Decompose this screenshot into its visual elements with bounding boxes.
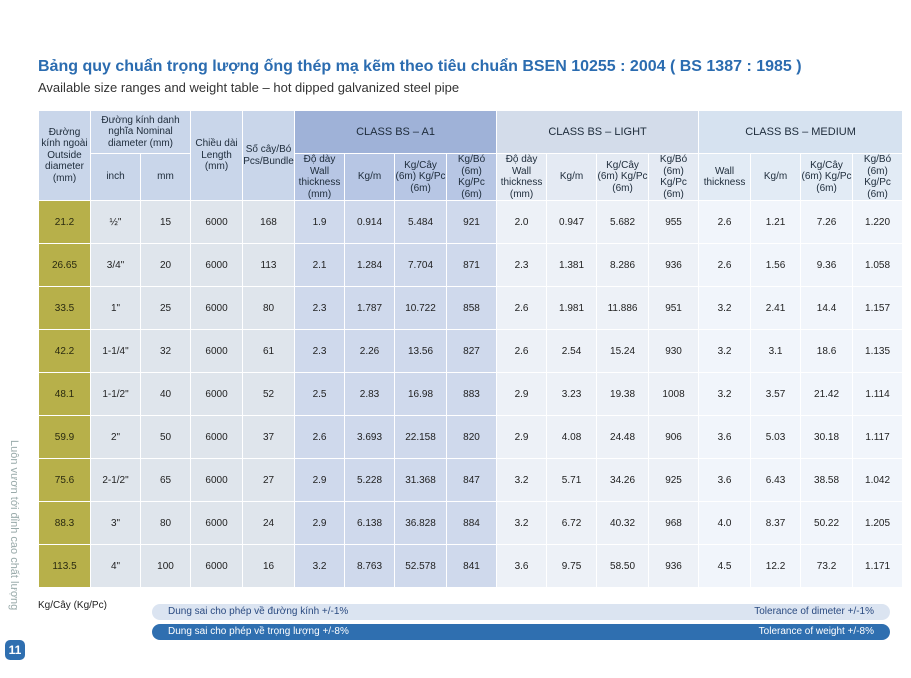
table-cell: 7.704	[395, 244, 447, 287]
table-cell: 21.2	[39, 201, 91, 244]
table-cell: 6000	[191, 330, 243, 373]
table-row	[39, 287, 903, 330]
table-cell: 20	[141, 244, 191, 287]
table-cell: 1.787	[345, 287, 395, 330]
table-cell: 3.6	[699, 459, 751, 502]
table-cell: 5.228	[345, 459, 395, 502]
table-cell: 15	[141, 201, 191, 244]
header-medium-wall: Wall thickness	[699, 154, 751, 201]
table-cell: 40.32	[597, 502, 649, 545]
header-medium-kgpc: Kg/Cây (6m) Kg/Pc (6m)	[801, 154, 853, 201]
table-cell: 6000	[191, 201, 243, 244]
table-cell: 1.042	[853, 459, 903, 502]
table-cell: 52	[243, 373, 295, 416]
table-cell: 36.828	[395, 502, 447, 545]
table-cell: 827	[447, 330, 497, 373]
table-cell: 61	[243, 330, 295, 373]
table-cell: 4"	[91, 545, 141, 588]
table-cell: 16.98	[395, 373, 447, 416]
table-cell: 3.6	[699, 416, 751, 459]
header-light-wall: Độ dày Wall thickness (mm)	[497, 154, 547, 201]
table-cell: 936	[649, 244, 699, 287]
table-cell: 1.381	[547, 244, 597, 287]
header-length: Chiều dài Length (mm)	[191, 111, 243, 201]
table-cell: 6000	[191, 416, 243, 459]
table-cell: 1.9	[295, 201, 345, 244]
table-cell: 4.0	[699, 502, 751, 545]
table-cell: 16	[243, 545, 295, 588]
table-cell: 2.3	[295, 287, 345, 330]
side-slogan: Luôn vươn tới đỉnh cao chất lượng	[8, 440, 20, 611]
table-cell: 921	[447, 201, 497, 244]
table-cell: 906	[649, 416, 699, 459]
table-cell: 100	[141, 545, 191, 588]
header-class-medium: CLASS BS – MEDIUM	[699, 111, 903, 154]
table-cell: 6.72	[547, 502, 597, 545]
table-cell: 22.158	[395, 416, 447, 459]
table-cell: 6.43	[751, 459, 801, 502]
table-cell: 40	[141, 373, 191, 416]
table-cell: 52.578	[395, 545, 447, 588]
table-cell: 936	[649, 545, 699, 588]
table-cell: ½"	[91, 201, 141, 244]
table-cell: 38.58	[801, 459, 853, 502]
table-cell: 2.83	[345, 373, 395, 416]
table-cell: 1.56	[751, 244, 801, 287]
table-cell: 2.6	[497, 330, 547, 373]
table-cell: 50	[141, 416, 191, 459]
table-cell: 3.2	[295, 545, 345, 588]
table-row	[39, 330, 903, 373]
table-cell: 9.75	[547, 545, 597, 588]
table-cell: 2.3	[497, 244, 547, 287]
tolerance-diameter-vn: Dung sai cho phép về đường kính +/-1%	[168, 606, 349, 617]
table-cell: 33.5	[39, 287, 91, 330]
table-cell: 50.22	[801, 502, 853, 545]
table-cell: 2.9	[497, 373, 547, 416]
table-row	[39, 545, 903, 588]
tolerance-diameter-bar	[152, 604, 890, 620]
table-cell: 951	[649, 287, 699, 330]
table-cell: 2.6	[699, 244, 751, 287]
table-cell: 841	[447, 545, 497, 588]
table-cell: 25	[141, 287, 191, 330]
table-cell: 2.41	[751, 287, 801, 330]
table-cell: 3.2	[497, 502, 547, 545]
table-cell: 42.2	[39, 330, 91, 373]
table-cell: 1.205	[853, 502, 903, 545]
table-cell: 2.3	[295, 330, 345, 373]
table-cell: 73.2	[801, 545, 853, 588]
table-cell: 2.9	[497, 416, 547, 459]
table-cell: 27	[243, 459, 295, 502]
header-light-kgpc: Kg/Cây (6m) Kg/Pc (6m)	[597, 154, 649, 201]
table-cell: 2.9	[295, 502, 345, 545]
table-cell: 2.6	[497, 287, 547, 330]
table-cell: 24	[243, 502, 295, 545]
table-cell: 955	[649, 201, 699, 244]
table-cell: 4.08	[547, 416, 597, 459]
header-a1-kgm: Kg/m	[345, 154, 395, 201]
table-cell: 80	[243, 287, 295, 330]
table-cell: 9.36	[801, 244, 853, 287]
table-cell: 30.18	[801, 416, 853, 459]
table-cell: 6000	[191, 373, 243, 416]
tolerance-diameter-en: Tolerance of dimeter +/-1%	[754, 606, 874, 617]
table-cell: 2.6	[699, 201, 751, 244]
page-subtitle: Available size ranges and weight table – hot dipped galvanized steel pipe	[38, 80, 460, 95]
table-cell: 5.484	[395, 201, 447, 244]
table-cell: 10.722	[395, 287, 447, 330]
tolerance-weight-en: Tolerance of weight +/-8%	[758, 626, 874, 637]
table-cell: 2.1	[295, 244, 345, 287]
table-row	[39, 416, 903, 459]
table-cell: 1.135	[853, 330, 903, 373]
table-cell: 1.284	[345, 244, 395, 287]
header-a1-kgpc: Kg/Cây (6m) Kg/Pc (6m)	[395, 154, 447, 201]
table-cell: 1-1/4"	[91, 330, 141, 373]
table-cell: 8.763	[345, 545, 395, 588]
table-cell: 3.2	[497, 459, 547, 502]
table-cell: 37	[243, 416, 295, 459]
table-cell: 3.2	[699, 330, 751, 373]
table-cell: 19.38	[597, 373, 649, 416]
table-cell: 31.368	[395, 459, 447, 502]
table-cell: 0.914	[345, 201, 395, 244]
table-cell: 3.2	[699, 373, 751, 416]
table-cell: 3.2	[699, 287, 751, 330]
table-row	[39, 244, 903, 287]
table-cell: 871	[447, 244, 497, 287]
table-cell: 11.886	[597, 287, 649, 330]
table-cell: 1-1/2"	[91, 373, 141, 416]
table-cell: 6000	[191, 459, 243, 502]
table-cell: 1.117	[853, 416, 903, 459]
table-cell: 1.114	[853, 373, 903, 416]
table-cell: 2.54	[547, 330, 597, 373]
table-cell: 884	[447, 502, 497, 545]
table-cell: 88.3	[39, 502, 91, 545]
table-cell: 6000	[191, 287, 243, 330]
table-cell: 80	[141, 502, 191, 545]
table-cell: 2.0	[497, 201, 547, 244]
table-cell: 113.5	[39, 545, 91, 588]
table-cell: 13.56	[395, 330, 447, 373]
header-nominal-diameter: Đường kính danh nghĩa Nominal diameter (mm)	[91, 111, 191, 154]
table-cell: 8.286	[597, 244, 649, 287]
table-cell: 7.26	[801, 201, 853, 244]
table-cell: 1.058	[853, 244, 903, 287]
header-pcs-bundle: Số cây/Bó Pcs/Bundle	[243, 111, 295, 201]
table-cell: 3.1	[751, 330, 801, 373]
table-cell: 858	[447, 287, 497, 330]
table-cell: 968	[649, 502, 699, 545]
header-medium-kgbundle: Kg/Bó (6m) Kg/Pc (6m)	[853, 154, 903, 201]
table-cell: 1.157	[853, 287, 903, 330]
table-cell: 3.6	[497, 545, 547, 588]
table-cell: 0.947	[547, 201, 597, 244]
table-cell: 6.138	[345, 502, 395, 545]
table-cell: 925	[649, 459, 699, 502]
header-a1-wall: Độ dày Wall thickness (mm)	[295, 154, 345, 201]
table-cell: 1"	[91, 287, 141, 330]
table-cell: 3.57	[751, 373, 801, 416]
table-cell: 1.21	[751, 201, 801, 244]
table-cell: 2.26	[345, 330, 395, 373]
table-cell: 5.682	[597, 201, 649, 244]
table-cell: 58.50	[597, 545, 649, 588]
table-cell: 24.48	[597, 416, 649, 459]
table-cell: 18.6	[801, 330, 853, 373]
table-cell: 2-1/2"	[91, 459, 141, 502]
page-title: Bảng quy chuẩn trọng lượng ống thép mạ kẽm theo tiêu chuẩn BSEN 10255 : 2004 ( BS 1387 : 1985 )	[38, 58, 802, 75]
header-medium-kgm: Kg/m	[751, 154, 801, 201]
table-cell: 2.9	[295, 459, 345, 502]
table-cell: 930	[649, 330, 699, 373]
header-inch: inch	[91, 154, 141, 201]
table-cell: 2"	[91, 416, 141, 459]
table-cell: 168	[243, 201, 295, 244]
table-cell: 1.171	[853, 545, 903, 588]
table-cell: 1.981	[547, 287, 597, 330]
table-cell: 3"	[91, 502, 141, 545]
table-cell: 1.220	[853, 201, 903, 244]
table-row	[39, 502, 903, 545]
table-cell: 1008	[649, 373, 699, 416]
table-row	[39, 459, 903, 502]
table-cell: 65	[141, 459, 191, 502]
table-cell: 847	[447, 459, 497, 502]
table-cell: 3.23	[547, 373, 597, 416]
table-cell: 14.4	[801, 287, 853, 330]
header-light-kgbundle: Kg/Bó (6m) Kg/Pc (6m)	[649, 154, 699, 201]
table-cell: 26.65	[39, 244, 91, 287]
table-cell: 5.71	[547, 459, 597, 502]
table-cell: 75.6	[39, 459, 91, 502]
table-cell: 5.03	[751, 416, 801, 459]
header-outside-diameter: Đường kính ngoài Outside diameter (mm)	[39, 111, 91, 201]
tolerance-weight-vn: Dung sai cho phép về trọng lượng +/-8%	[168, 626, 349, 637]
table-cell: 3.693	[345, 416, 395, 459]
table-cell: 4.5	[699, 545, 751, 588]
table-cell: 2.5	[295, 373, 345, 416]
table-cell: 32	[141, 330, 191, 373]
table-row	[39, 373, 903, 416]
table-cell: 2.6	[295, 416, 345, 459]
table-cell: 8.37	[751, 502, 801, 545]
table-cell: 3/4"	[91, 244, 141, 287]
table-cell: 883	[447, 373, 497, 416]
table-cell: 15.24	[597, 330, 649, 373]
table-cell: 6000	[191, 244, 243, 287]
header-a1-kgbundle: Kg/Bó (6m) Kg/Pc (6m)	[447, 154, 497, 201]
header-light-kgm: Kg/m	[547, 154, 597, 201]
table-cell: 48.1	[39, 373, 91, 416]
table-row	[39, 201, 903, 244]
unit-note: Kg/Cây (Kg/Pc)	[38, 600, 107, 611]
table-cell: 6000	[191, 545, 243, 588]
table-cell: 59.9	[39, 416, 91, 459]
table-cell: 820	[447, 416, 497, 459]
tolerance-weight-bar	[152, 624, 890, 640]
table-cell: 12.2	[751, 545, 801, 588]
header-class-a1: CLASS BS – A1	[295, 111, 497, 154]
page-number: 11	[5, 640, 25, 660]
table-cell: 113	[243, 244, 295, 287]
table-body	[39, 201, 903, 588]
header-class-light: CLASS BS – LIGHT	[497, 111, 699, 154]
table-cell: 6000	[191, 502, 243, 545]
table-cell: 34.26	[597, 459, 649, 502]
weight-table	[38, 110, 903, 588]
header-mm: mm	[141, 154, 191, 201]
table-cell: 21.42	[801, 373, 853, 416]
